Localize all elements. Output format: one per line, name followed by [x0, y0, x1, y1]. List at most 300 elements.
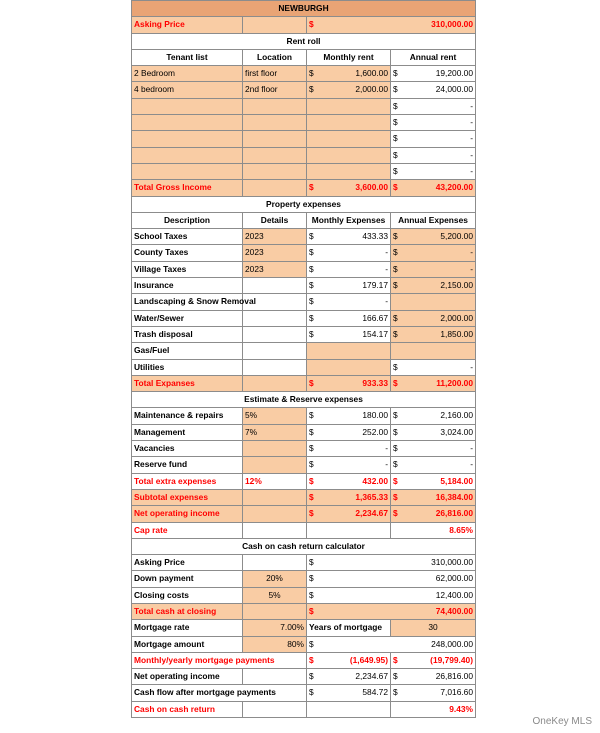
amount: 2,000.00 — [355, 84, 388, 95]
cash-on-cash-row — [132, 701, 476, 717]
coc-spacer — [307, 701, 391, 717]
closing-costs-value — [307, 587, 476, 603]
currency-symbol: $ — [309, 638, 314, 649]
asking-label: Asking Price — [132, 17, 243, 33]
annual-rent — [391, 66, 476, 82]
years-value: 30 — [391, 620, 476, 636]
amount: 43,200.00 — [435, 182, 473, 193]
currency-symbol: $ — [309, 247, 314, 258]
currency-symbol: $ — [393, 687, 398, 698]
closing-costs-pct: 5% — [243, 587, 307, 603]
currency-symbol: $ — [309, 328, 314, 339]
tenant-cell — [132, 98, 243, 114]
expense-description: Insurance — [132, 278, 243, 294]
total-extra-pct: 12% — [243, 473, 307, 489]
annual-expense — [391, 278, 476, 294]
currency-symbol: $ — [393, 671, 398, 682]
currency-symbol: $ — [309, 68, 314, 79]
rent-row — [132, 131, 476, 147]
reserve-annual — [391, 408, 476, 424]
reserve-description: Management — [132, 424, 243, 440]
reserve-annual — [391, 441, 476, 457]
location-cell — [243, 163, 307, 179]
expense-description: Utilities — [132, 359, 243, 375]
asking-value — [307, 17, 476, 33]
expense-description: County Taxes — [132, 245, 243, 261]
currency-symbol: $ — [393, 149, 398, 160]
expense-details: 2023 — [243, 261, 307, 277]
closing-costs-label: Closing costs — [132, 587, 243, 603]
monthly-expense — [307, 326, 391, 342]
amount: 310,000.00 — [431, 19, 473, 30]
currency-symbol: $ — [393, 410, 398, 421]
coc-noi-row — [132, 669, 476, 685]
monthly-rent — [307, 147, 391, 163]
closing-costs-row — [132, 587, 476, 603]
coc-noi-annual — [391, 669, 476, 685]
rent-row — [132, 163, 476, 179]
total-gross-label: Total Gross Income — [132, 180, 243, 196]
noi-monthly — [307, 506, 391, 522]
amount: 62,000.00 — [435, 573, 473, 584]
currency-symbol: $ — [309, 182, 314, 193]
currency-symbol: $ — [393, 117, 398, 128]
rent-roll-headers — [132, 49, 476, 65]
annual-expense — [391, 229, 476, 245]
monthly-rent — [307, 98, 391, 114]
currency-symbol: $ — [393, 459, 398, 470]
noi-spacer — [243, 506, 307, 522]
annual-expense — [391, 310, 476, 326]
amount: 26,816.00 — [435, 671, 473, 682]
currency-symbol: $ — [309, 443, 314, 454]
annual-expense — [391, 343, 476, 359]
reserve-annual — [391, 457, 476, 473]
payments-monthly — [307, 652, 391, 668]
currency-symbol: $ — [309, 84, 314, 95]
amount: (1,649.95) — [349, 654, 388, 665]
amount: 3,600.00 — [355, 182, 388, 193]
amount: - — [385, 459, 388, 470]
monthly-rent — [307, 82, 391, 98]
coc-noi-spacer — [243, 669, 307, 685]
noi-annual — [391, 506, 476, 522]
currency-symbol: $ — [393, 68, 398, 79]
subtotal-spacer — [243, 489, 307, 505]
rent-row — [132, 115, 476, 131]
cash-flow-row — [132, 685, 476, 701]
reserve-description: Maintenance & repairs — [132, 408, 243, 424]
down-payment-label: Down payment — [132, 571, 243, 587]
amount: 7,016.60 — [440, 687, 473, 698]
total-expenses-row — [132, 375, 476, 391]
expense-row — [132, 310, 476, 326]
amount: 74,400.00 — [435, 605, 473, 616]
currency-symbol: $ — [393, 491, 398, 502]
currency-symbol: $ — [309, 605, 314, 616]
annual-expense — [391, 359, 476, 375]
reserve-monthly — [307, 408, 391, 424]
rent-row — [132, 82, 476, 98]
total-cash-label: Total cash at closing — [132, 603, 243, 619]
amount: 584.72 — [362, 687, 388, 698]
amount: 19,200.00 — [435, 68, 473, 79]
property-expenses-headers — [132, 212, 476, 228]
currency-symbol: $ — [309, 410, 314, 421]
location-cell — [243, 131, 307, 147]
reserve-monthly — [307, 441, 391, 457]
currency-symbol: $ — [393, 263, 398, 274]
monthly-rent — [307, 66, 391, 82]
currency-symbol: $ — [393, 100, 398, 111]
monthly-expense — [307, 245, 391, 261]
annual-rent — [391, 131, 476, 147]
currency-symbol: $ — [309, 459, 314, 470]
reserve-annual — [391, 424, 476, 440]
expense-description: Gas/Fuel — [132, 343, 243, 359]
mortgage-rate-pct: 7.00% — [243, 620, 307, 636]
cap-rate-spacer — [307, 522, 391, 538]
monthly-rent — [307, 131, 391, 147]
watermark: OneKey MLS — [532, 716, 592, 727]
amount: - — [470, 263, 473, 274]
amount: 2,160.00 — [440, 410, 473, 421]
reserve-row — [132, 408, 476, 424]
amount: 2,150.00 — [440, 280, 473, 291]
subtotal-annual — [391, 489, 476, 505]
annual-rent — [391, 115, 476, 131]
expense-details: 2023 — [243, 229, 307, 245]
coc-asking-value — [307, 555, 476, 571]
coc-noi-label: Net operating income — [132, 669, 243, 685]
currency-symbol: $ — [393, 654, 398, 665]
amount: 1,850.00 — [440, 328, 473, 339]
amount: 11,200.00 — [436, 377, 473, 388]
amount: - — [470, 459, 473, 470]
expense-row — [132, 261, 476, 277]
currency-symbol: $ — [309, 280, 314, 291]
amount: - — [470, 361, 473, 372]
sheet-title: NEWBURGH — [132, 1, 476, 17]
title-row — [132, 1, 476, 17]
amount: 154.17 — [362, 328, 388, 339]
amount: 179.17 — [362, 280, 388, 291]
reserve-row — [132, 457, 476, 473]
reserve-row — [132, 441, 476, 457]
amount: - — [385, 296, 388, 307]
down-payment-pct: 20% — [243, 571, 307, 587]
cap-rate-label: Cap rate — [132, 522, 243, 538]
currency-symbol: $ — [393, 475, 398, 486]
amount: - — [470, 165, 473, 176]
currency-symbol: $ — [393, 247, 398, 258]
currency-symbol: $ — [393, 443, 398, 454]
cash-flow-label: Cash flow after mortgage payments — [132, 685, 307, 701]
mortgage-amount-row — [132, 636, 476, 652]
location-cell: first floor — [243, 66, 307, 82]
expense-row — [132, 278, 476, 294]
rent-row — [132, 66, 476, 82]
amount: - — [470, 100, 473, 111]
payments-annual — [391, 652, 476, 668]
monthly-expense — [307, 278, 391, 294]
currency-symbol: $ — [393, 361, 398, 372]
currency-symbol: $ — [393, 312, 398, 323]
coc-asking-row — [132, 555, 476, 571]
amount: 5,200.00 — [440, 231, 473, 242]
expense-description: School Taxes — [132, 229, 243, 245]
cap-rate-row — [132, 522, 476, 538]
cap-rate-spacer — [243, 522, 307, 538]
reserve-title: Estimate & Reserve expenses — [132, 392, 476, 408]
currency-symbol: $ — [309, 426, 314, 437]
annual-rent — [391, 163, 476, 179]
rent-roll-title: Rent roll — [132, 33, 476, 49]
expense-details — [243, 310, 307, 326]
amount: 12,400.00 — [435, 589, 473, 600]
property-expenses-title: Property expenses — [132, 196, 476, 212]
currency-symbol: $ — [393, 377, 398, 388]
monthly-expense — [307, 343, 391, 359]
column-header: Details — [243, 212, 307, 228]
subtotal-row — [132, 489, 476, 505]
section-rent-roll — [132, 33, 476, 49]
total-gross-spacer — [243, 180, 307, 196]
currency-symbol: $ — [393, 165, 398, 176]
amount: 26,816.00 — [435, 508, 473, 519]
tenant-cell — [132, 163, 243, 179]
currency-symbol: $ — [309, 687, 314, 698]
tenant-cell — [132, 147, 243, 163]
amount: - — [385, 443, 388, 454]
currency-symbol: $ — [393, 508, 398, 519]
amount: - — [385, 263, 388, 274]
amount: - — [470, 133, 473, 144]
rent-row — [132, 147, 476, 163]
payments-label: Monthly/yearly mortgage payments — [132, 652, 307, 668]
tenant-cell — [132, 131, 243, 147]
subtotal-label: Subtotal expenses — [132, 489, 243, 505]
total-extra-row — [132, 473, 476, 489]
amount: 2,234.67 — [355, 671, 388, 682]
currency-symbol: $ — [309, 654, 314, 665]
mortgage-rate-row — [132, 620, 476, 636]
amount: - — [385, 247, 388, 258]
annual-expense — [391, 294, 476, 310]
coc-label: Cash on cash return — [132, 701, 243, 717]
monthly-rent — [307, 163, 391, 179]
monthly-expense — [307, 359, 391, 375]
currency-symbol: $ — [393, 231, 398, 242]
amount: 433.33 — [362, 231, 388, 242]
total-gross-income-row — [132, 180, 476, 196]
total-cash-row — [132, 603, 476, 619]
expense-row — [132, 245, 476, 261]
currency-symbol: $ — [393, 133, 398, 144]
total-extra-monthly — [307, 473, 391, 489]
reserve-pct — [243, 457, 307, 473]
reserve-row — [132, 424, 476, 440]
reserve-description: Vacancies — [132, 441, 243, 457]
amount: (19,799.40) — [430, 654, 473, 665]
annual-expense — [391, 245, 476, 261]
total-gross-annual — [391, 180, 476, 196]
cash-flow-monthly — [307, 685, 391, 701]
currency-symbol: $ — [309, 475, 314, 486]
total-cash-value — [307, 603, 476, 619]
amount: 16,384.00 — [435, 491, 473, 502]
amount: 248,000.00 — [431, 638, 473, 649]
reserve-pct: 7% — [243, 424, 307, 440]
currency-symbol: $ — [309, 508, 314, 519]
annual-rent — [391, 98, 476, 114]
currency-symbol: $ — [309, 296, 314, 307]
annual-rent — [391, 82, 476, 98]
amount: 432.00 — [362, 475, 388, 486]
coc-noi-monthly — [307, 669, 391, 685]
annual-expense — [391, 261, 476, 277]
total-expenses-annual — [391, 375, 476, 391]
section-reserve — [132, 392, 476, 408]
column-header: Annual Expenses — [391, 212, 476, 228]
expense-row — [132, 229, 476, 245]
total-extra-label: Total extra expenses — [132, 473, 243, 489]
amount: 3,024.00 — [440, 426, 473, 437]
rent-row — [132, 98, 476, 114]
monthly-expense — [307, 310, 391, 326]
cash-flow-annual — [391, 685, 476, 701]
currency-symbol: $ — [393, 426, 398, 437]
amount: 1,365.33 — [355, 491, 388, 502]
noi-label: Net operating income — [132, 506, 243, 522]
years-label: Years of mortgage — [307, 620, 391, 636]
total-gross-monthly — [307, 180, 391, 196]
currency-symbol: $ — [309, 589, 314, 600]
currency-symbol: $ — [309, 377, 314, 388]
total-cash-spacer — [243, 603, 307, 619]
column-header: Location — [243, 49, 307, 65]
cash-on-cash-title: Cash on cash return calculator — [132, 538, 476, 554]
monthly-expense — [307, 229, 391, 245]
amount: 933.33 — [362, 377, 388, 388]
coc-spacer — [243, 701, 307, 717]
mortgage-amount-value — [307, 636, 476, 652]
currency-symbol: $ — [309, 557, 314, 568]
total-expenses-spacer — [243, 375, 307, 391]
location-cell: 2nd floor — [243, 82, 307, 98]
column-header: Monthly rent — [307, 49, 391, 65]
currency-symbol: $ — [309, 671, 314, 682]
subtotal-monthly — [307, 489, 391, 505]
amount: 2,000.00 — [440, 312, 473, 323]
down-payment-row — [132, 571, 476, 587]
amount: 166.67 — [362, 312, 388, 323]
amount: 24,000.00 — [435, 84, 473, 95]
expense-details — [243, 278, 307, 294]
expense-details — [243, 359, 307, 375]
noi-row — [132, 506, 476, 522]
coc-value: 9.43% — [391, 701, 476, 717]
reserve-description: Reserve fund — [132, 457, 243, 473]
expense-description: Trash disposal — [132, 326, 243, 342]
amount: - — [470, 247, 473, 258]
currency-symbol: $ — [309, 263, 314, 274]
total-expenses-monthly — [307, 375, 391, 391]
amount: 252.00 — [362, 426, 388, 437]
column-header: Annual rent — [391, 49, 476, 65]
location-cell — [243, 147, 307, 163]
annual-rent — [391, 147, 476, 163]
asking-spacer — [243, 17, 307, 33]
annual-expense — [391, 326, 476, 342]
section-cash-on-cash — [132, 538, 476, 554]
mortgage-rate-label: Mortgage rate — [132, 620, 243, 636]
amount: 2,234.67 — [355, 508, 388, 519]
expense-description: Village Taxes — [132, 261, 243, 277]
expense-description: Landscaping & Snow Removal — [132, 294, 243, 310]
currency-symbol: $ — [309, 19, 314, 30]
reserve-pct — [243, 441, 307, 457]
location-cell — [243, 115, 307, 131]
mortgage-amount-pct: 80% — [243, 636, 307, 652]
cap-rate-value: 8.65% — [391, 522, 476, 538]
monthly-expense — [307, 261, 391, 277]
tenant-cell: 4 bedroom — [132, 82, 243, 98]
expense-row — [132, 294, 476, 310]
expense-details — [243, 326, 307, 342]
currency-symbol: $ — [309, 231, 314, 242]
section-property-expenses — [132, 196, 476, 212]
down-payment-value — [307, 571, 476, 587]
asking-price-row — [132, 17, 476, 33]
reserve-pct: 5% — [243, 408, 307, 424]
amount: - — [470, 443, 473, 454]
amount: 5,184.00 — [440, 475, 473, 486]
expense-details: 2023 — [243, 245, 307, 261]
amount: - — [470, 117, 473, 128]
currency-symbol: $ — [309, 312, 314, 323]
total-extra-annual — [391, 473, 476, 489]
amount: 180.00 — [362, 410, 388, 421]
expense-row — [132, 343, 476, 359]
amount: - — [470, 149, 473, 160]
expense-row — [132, 326, 476, 342]
tenant-cell — [132, 115, 243, 131]
mortgage-payments-row — [132, 652, 476, 668]
total-expenses-label: Total Expanses — [132, 375, 243, 391]
column-header: Description — [132, 212, 243, 228]
reserve-monthly — [307, 457, 391, 473]
monthly-expense — [307, 294, 391, 310]
column-header: Monthly Expenses — [307, 212, 391, 228]
expense-row — [132, 359, 476, 375]
expense-description: Water/Sewer — [132, 310, 243, 326]
expense-details — [243, 343, 307, 359]
currency-symbol: $ — [393, 182, 398, 193]
amount: 310,000.00 — [431, 557, 473, 568]
mortgage-amount-label: Mortgage amount — [132, 636, 243, 652]
coc-asking-label: Asking Price — [132, 555, 243, 571]
tenant-cell: 2 Bedroom — [132, 66, 243, 82]
coc-asking-spacer — [243, 555, 307, 571]
column-header: Tenant list — [132, 49, 243, 65]
reserve-monthly — [307, 424, 391, 440]
currency-symbol: $ — [309, 491, 314, 502]
amount: 1,600.00 — [355, 68, 388, 79]
rental-analysis-sheet — [131, 0, 476, 718]
currency-symbol: $ — [393, 280, 398, 291]
currency-symbol: $ — [393, 84, 398, 95]
